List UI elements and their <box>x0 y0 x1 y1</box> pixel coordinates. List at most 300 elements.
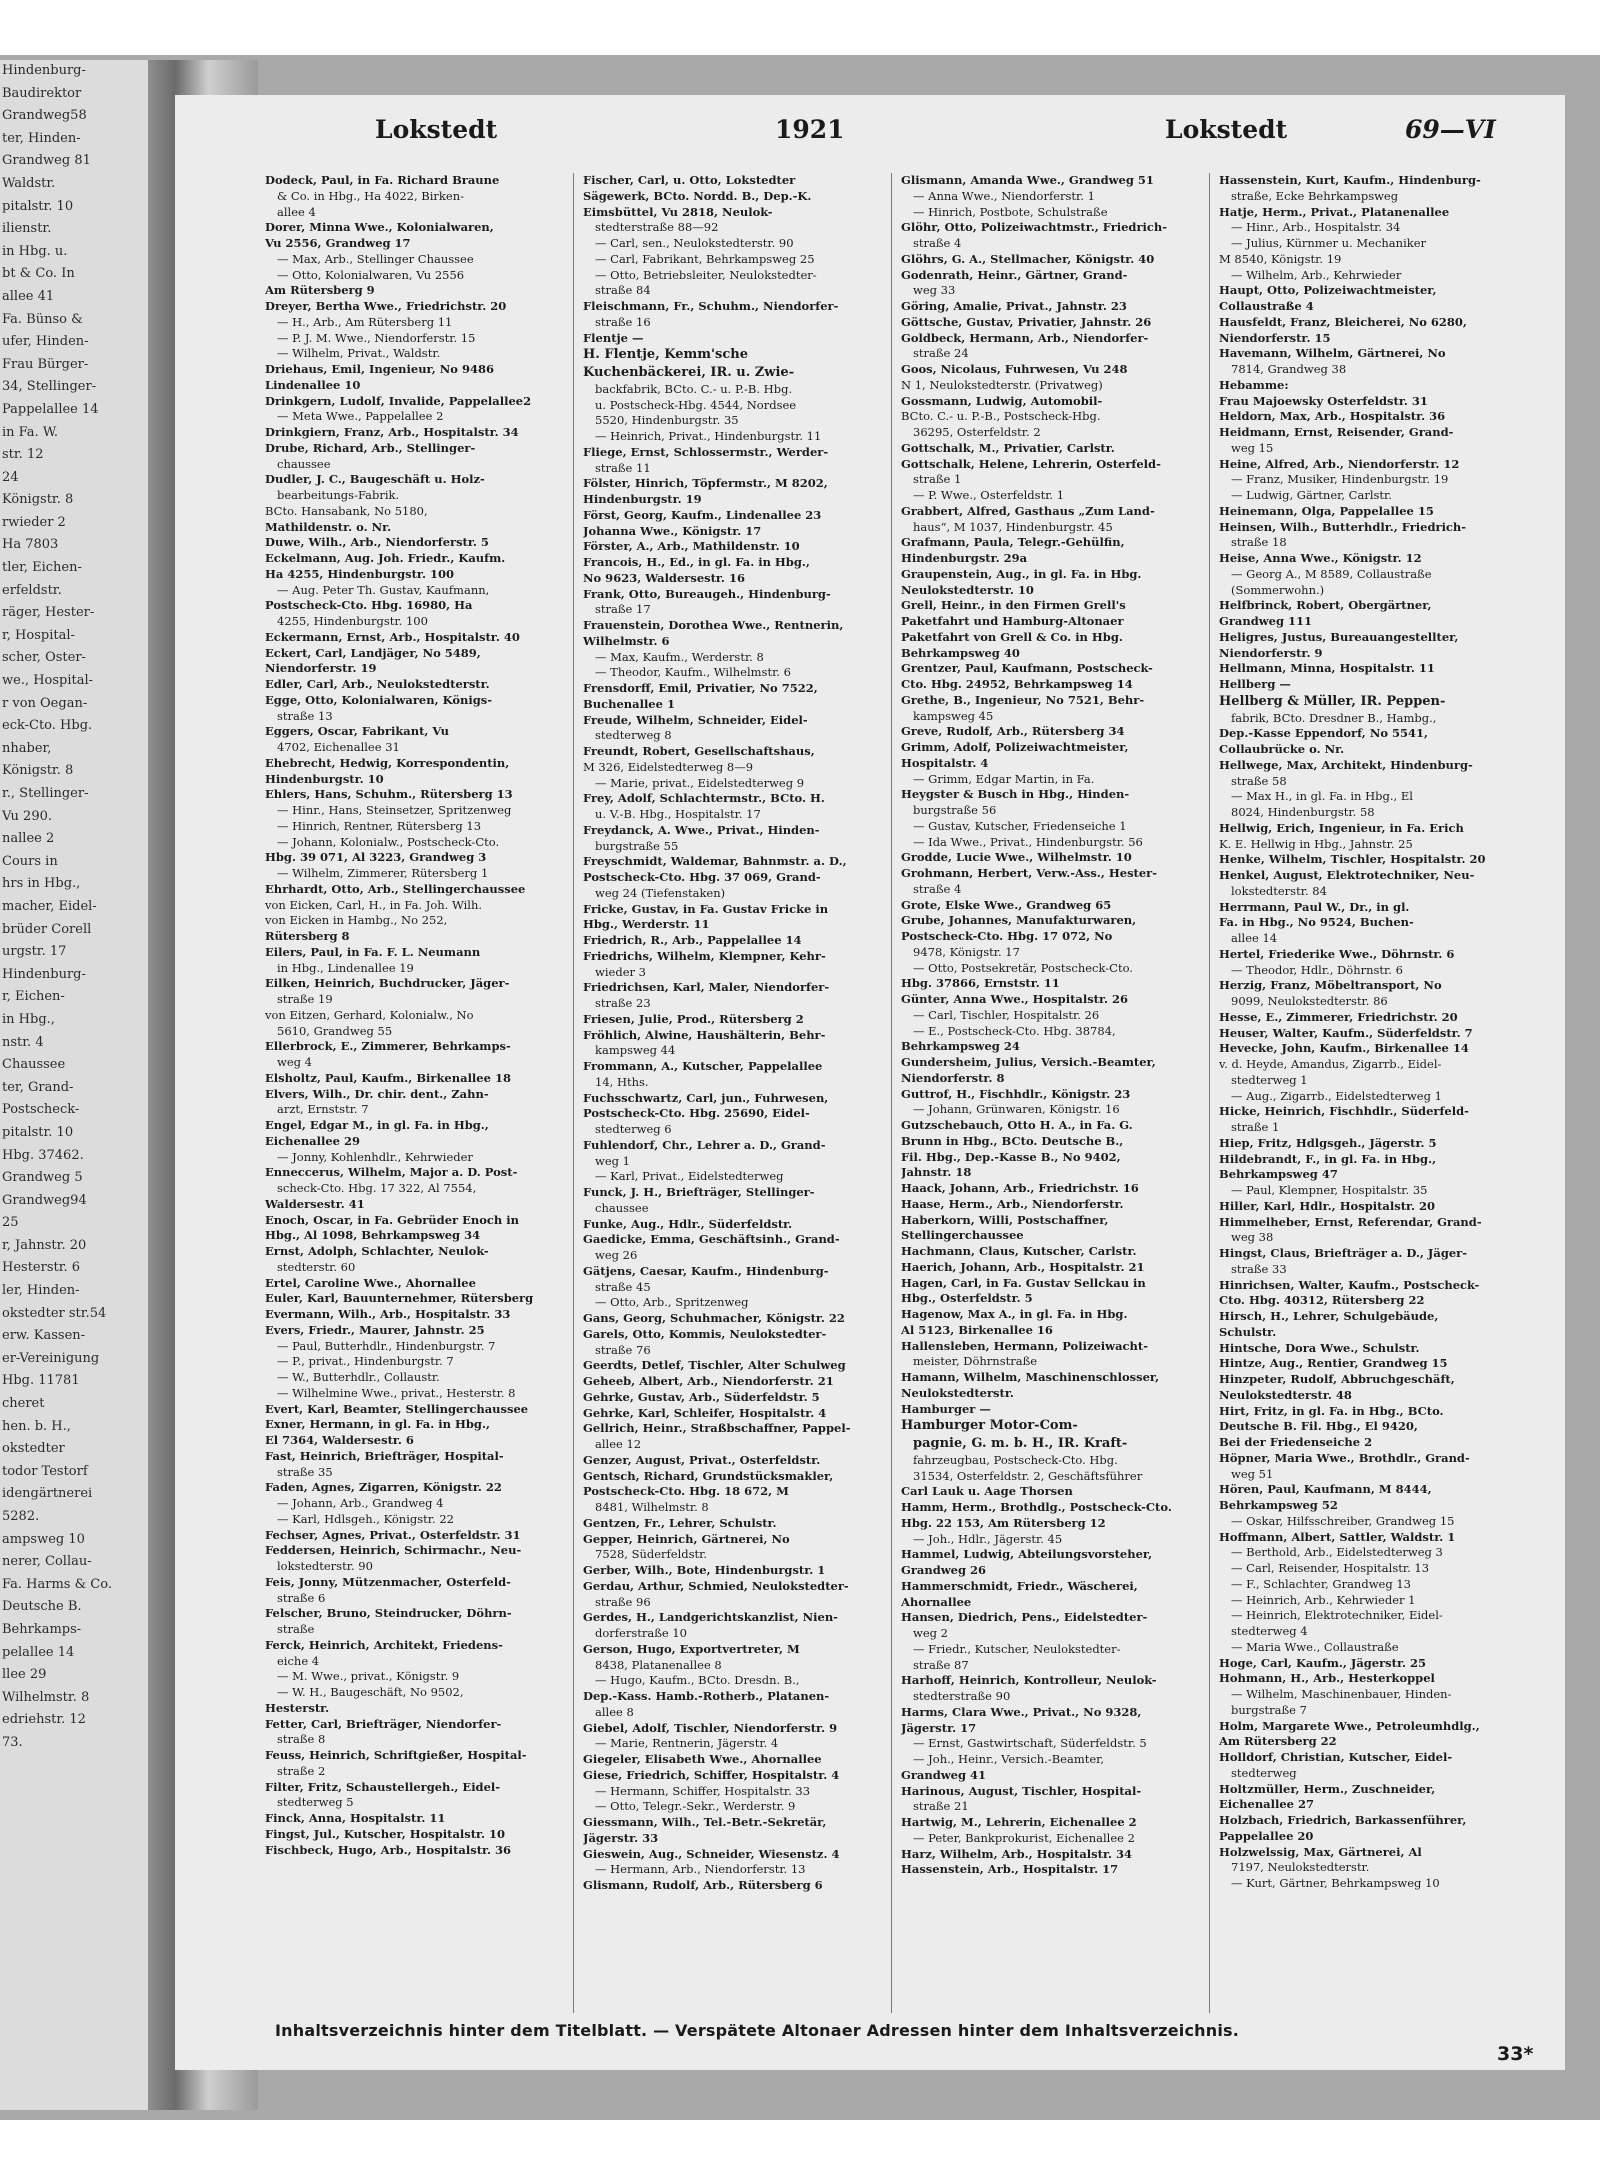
directory-entry-line: Hbg. 39 071, Al 3223, Grandweg 3 <box>265 850 487 865</box>
directory-entry-line: straße 45 <box>595 1279 651 1294</box>
directory-entry-line: arzt, Ernststr. 7 <box>277 1102 369 1117</box>
directory-entry-line: Grote, Elske Wwe., Grandweg 65 <box>901 897 1112 912</box>
directory-entry-line: Haberkorn, Willi, Postschaffner, <box>901 1212 1109 1227</box>
previous-page-line: pitalstr. 10 <box>2 198 74 214</box>
directory-entry-line: stedterweg <box>1231 1765 1297 1780</box>
directory-entry-line: Evert, Karl, Beamter, Stellingerchaussee <box>265 1401 529 1416</box>
directory-entry-line: — Hermann, Schiffer, Hospitalstr. 33 <box>595 1783 811 1798</box>
directory-entry-line: Gehrke, Gustav, Arb., Süderfeldstr. 5 <box>583 1389 820 1404</box>
directory-entry-line: — Otto, Kolonialwaren, Vu 2556 <box>277 267 465 282</box>
previous-page-line: r., Stellinger- <box>2 786 89 801</box>
directory-entry-line: Niendorferstr. 15 <box>1219 330 1331 345</box>
directory-page <box>175 95 1565 2070</box>
directory-entry-line: Mathildenstr. o. Nr. <box>265 519 392 534</box>
directory-entry-line: Behrkampsweg 24 <box>901 1039 1020 1054</box>
directory-entry-line: weg 24 (Tiefenstaken) <box>595 885 726 900</box>
previous-page-line: 73. <box>2 1734 23 1750</box>
directory-entry-line: Fliege, Ernst, Schlossermstr., Werder- <box>583 444 829 459</box>
directory-entry-line: Eckert, Carl, Landjäger, No 5489, <box>265 645 481 660</box>
directory-entry-line: Grimm, Adolf, Polizeiwachtmeister, <box>901 740 1129 754</box>
directory-entry-line: Hellwege, Max, Architekt, Hindenburg- <box>1219 757 1473 772</box>
directory-entry-line: straße 23 <box>595 996 651 1011</box>
directory-entry-line: Neulokstedterstr. 48 <box>1219 1387 1352 1402</box>
directory-entry-line: — Carl, Tischler, Hospitalstr. 26 <box>913 1007 1100 1022</box>
directory-entry-line: Frauenstein, Dorothea Wwe., Rentnerin, <box>583 618 844 633</box>
directory-entry-line: Garels, Otto, Kommis, Neulokstedter- <box>583 1326 827 1341</box>
directory-entry-line: Hingst, Claus, Briefträger a. D., Jäger- <box>1219 1246 1468 1261</box>
previous-page-line: str. 12 <box>2 447 44 463</box>
column-4 <box>1219 173 1519 2013</box>
directory-entry-line: backfabrik, BCto. C.- u. P.-B. Hbg. <box>595 381 793 396</box>
previous-page-line: Behrkamps- <box>2 1621 82 1637</box>
previous-page-line: todor Testorf <box>2 1463 88 1479</box>
directory-entry-line: Grodde, Lucie Wwe., Wilhelmstr. 10 <box>901 850 1132 865</box>
directory-entry-line: — Hinr., Arb., Hospitalstr. 34 <box>1231 220 1401 235</box>
directory-entry-line: Postscheck-Cto. Hbg. 25690, Eidel- <box>583 1106 810 1121</box>
directory-entry-line: von Eitzen, Gerhard, Kolonialw., No <box>265 1007 474 1022</box>
directory-entry-line: Fleischmann, Fr., Schuhm., Niendorfer- <box>583 299 839 313</box>
directory-entry-line: — Hinr., Hans, Steinsetzer, Spritzenweg <box>277 803 512 817</box>
directory-entry-line: Hamburger Motor-Com- <box>901 1418 1078 1434</box>
directory-entry-line: Grandweg 26 <box>901 1563 986 1578</box>
directory-entry-line: stedterstr. 60 <box>277 1259 356 1274</box>
directory-entry-line: Drube, Richard, Arb., Stellinger- <box>265 440 476 455</box>
directory-entry-line: Haack, Johann, Arb., Friedrichstr. 16 <box>901 1181 1139 1195</box>
directory-entry-line: — Max H., in gl. Fa. in Hbg., El <box>1231 789 1413 804</box>
directory-entry-line: Holzwelssig, Max, Gärtnerei, Al <box>1219 1844 1422 1859</box>
directory-entry-line: allee 4 <box>277 204 316 219</box>
directory-entry-line: Finck, Anna, Hospitalstr. 11 <box>265 1811 446 1825</box>
previous-page-line: Wilhelmstr. 8 <box>2 1689 90 1705</box>
directory-entry-line: weg 26 <box>595 1248 638 1263</box>
directory-entry-line: Schulstr. <box>1219 1324 1277 1339</box>
directory-entry-line: Fölster, Hinrich, Töpfermstr., M 8202, <box>583 476 828 491</box>
directory-entry-line: Frau Majoewsky Osterfeldstr. 31 <box>1219 393 1428 408</box>
directory-entry-line: Fil. Hbg., Dep.-Kasse B., No 9402, <box>901 1149 1121 1164</box>
directory-entry-line: Eichenallee 29 <box>265 1133 361 1148</box>
directory-entry-line: 7814, Grandweg 38 <box>1231 362 1347 376</box>
previous-page-line: Chaussee <box>2 1057 66 1073</box>
directory-entry-line: Frensdorff, Emil, Privatier, No 7522, <box>583 681 818 696</box>
directory-entry-line: Gottschalk, Helene, Lehrerin, Osterfeld- <box>901 456 1161 471</box>
directory-entry-line: Göttsche, Gustav, Privatier, Jahnstr. 26 <box>901 314 1152 329</box>
directory-entry-line: Dep.-Kasse Eppendorf, No 5541, <box>1219 726 1429 741</box>
directory-entry-line: 9099, Neulokstedterstr. 86 <box>1231 994 1388 1009</box>
directory-entry-line: — Meta Wwe., Pappelallee 2 <box>277 409 444 424</box>
directory-entry-line: Eilers, Paul, in Fa. F. L. Neumann <box>265 944 481 959</box>
directory-entry-line: lokstedterstr. 90 <box>277 1559 373 1573</box>
directory-entry-line: Gehrke, Karl, Schleifer, Hospitalstr. 4 <box>583 1405 827 1420</box>
directory-entry-line: — Kurt, Gärtner, Behrkampsweg 10 <box>1231 1876 1440 1891</box>
previous-page-line: Deutsche B. <box>2 1599 82 1615</box>
directory-entry-line: burgstraße 55 <box>595 838 679 853</box>
directory-entry-line: u. Postscheck-Hbg. 4544, Nordsee <box>595 397 797 412</box>
directory-entry-line: Havemann, Wilhelm, Gärtnerei, No <box>1219 346 1446 361</box>
directory-entry-line: weg 33 <box>913 283 956 298</box>
directory-entry-line: — Aug., Zigarrb., Eidelstedterweg 1 <box>1231 1088 1442 1103</box>
directory-entry-line: — Jonny, Kohlenhdlr., Kehrwieder <box>277 1149 473 1164</box>
previous-page-line: Hindenburg- <box>2 63 86 78</box>
directory-entry-line: Hicke, Heinrich, Fischhdlr., Süderfeld- <box>1219 1104 1469 1119</box>
directory-entry-line: Evermann, Wilh., Arb., Hospitalstr. 33 <box>265 1307 511 1321</box>
directory-entry-line: Postscheck-Cto. Hbg. 18 672, M <box>583 1484 789 1499</box>
directory-entry-line: straße 96 <box>595 1594 651 1609</box>
directory-entry-line: — Carl, Fabrikant, Behrkampsweg 25 <box>595 251 815 266</box>
directory-entry-line: Hertel, Friederike Wwe., Döhrnstr. 6 <box>1219 946 1455 961</box>
directory-entry-line: Holzbach, Friedrich, Barkassenführer, <box>1219 1813 1467 1828</box>
directory-entry-line: Hellberg — <box>1219 677 1291 691</box>
directory-entry-line: 14, Hths. <box>595 1074 649 1089</box>
directory-entry-line: N 1, Neulokstedterstr. (Privatweg) <box>901 377 1103 392</box>
directory-entry-line: Buchenallee 1 <box>583 696 675 711</box>
previous-page-line: bt & Co. In <box>2 266 75 282</box>
directory-entry-line: stedterweg 1 <box>1231 1072 1308 1087</box>
previous-page-line: 24 <box>2 469 19 485</box>
directory-entry-line: straße 24 <box>913 346 969 361</box>
directory-entry-line: Hansen, Diedrich, Pens., Eidelstedter- <box>901 1610 1148 1625</box>
directory-entry-line: Hatje, Herm., Privat., Platanenallee <box>1219 204 1450 219</box>
directory-entry-line: stedterstraße 90 <box>913 1689 1011 1704</box>
directory-entry-line: weg 51 <box>1231 1466 1274 1481</box>
directory-entry-line: Behrkampsweg 47 <box>1219 1167 1338 1182</box>
directory-entry-line: Hinrichsen, Walter, Kaufm., Postscheck- <box>1219 1277 1480 1292</box>
previous-page-line: idengärtnerei <box>2 1486 93 1502</box>
previous-page-line: nhaber, <box>2 740 52 756</box>
previous-page-line: okstedter <box>2 1441 65 1457</box>
directory-entry-line: straße 11 <box>595 460 651 475</box>
directory-entry-line: Fechser, Agnes, Privat., Osterfeldstr. 31 <box>265 1527 521 1542</box>
directory-entry-line: Herzig, Franz, Möbeltransport, No <box>1219 978 1442 993</box>
directory-entry-line: — Otto, Betriebsleiter, Neulokstedter- <box>595 267 817 282</box>
previous-page-line: pitalstr. 10 <box>2 1124 74 1140</box>
directory-entry-line: Duwe, Wilh., Arb., Niendorferstr. 5 <box>265 535 489 550</box>
directory-entry-line: Postscheck-Cto. Hbg. 37 069, Grand- <box>583 870 821 885</box>
column-1 <box>265 173 565 2013</box>
directory-entry-line: allee 8 <box>595 1704 634 1719</box>
directory-entry-line: fahrzeugbau, Postscheck-Cto. Hbg. <box>913 1452 1118 1467</box>
directory-entry-line: Hbg. 37866, Ernststr. 11 <box>901 976 1060 991</box>
previous-page-line: Königstr. 8 <box>2 492 74 508</box>
directory-entry-line: Jägerstr. 33 <box>583 1830 659 1845</box>
directory-entry-line: Herrmann, Paul W., Dr., in gl. <box>1219 899 1410 914</box>
directory-entry-line: Friedrichsen, Karl, Maler, Niendorfer- <box>583 980 830 995</box>
directory-entry-line: — W. H., Baugeschäft, No 9502, <box>277 1685 464 1699</box>
directory-entry-line: Hintsche, Dora Wwe., Schulstr. <box>1219 1340 1420 1355</box>
previous-page-line: r, Jahnstr. 20 <box>2 1237 87 1253</box>
directory-entry-line: Fetter, Carl, Briefträger, Niendorfer- <box>265 1716 502 1731</box>
directory-entry-line: Hbg., Osterfeldstr. 5 <box>901 1291 1033 1306</box>
directory-entry-line: straße 2 <box>277 1763 326 1778</box>
previous-page-line: in Hbg., <box>2 1011 55 1027</box>
directory-entry-line: straße 76 <box>595 1342 651 1357</box>
directory-entry-line: Ehlers, Hans, Schuhm., Rütersberg 13 <box>265 787 513 802</box>
previous-page-line: macher, Eidel- <box>2 898 97 914</box>
directory-entry-line: straße 17 <box>595 602 651 617</box>
directory-entry-line: allee 12 <box>595 1437 642 1452</box>
directory-entry-line: — Max, Kaufm., Werderstr. 8 <box>595 649 764 664</box>
directory-entry-line: Niendorferstr. 9 <box>1219 645 1323 660</box>
directory-entry-line: Henkel, August, Elektrotechniker, Neu- <box>1219 868 1475 883</box>
previous-page-line: 34, Stellinger- <box>2 379 97 395</box>
previous-page-line: 5282. <box>2 1509 40 1524</box>
directory-entry-line: von Eicken, Carl, H., in Fa. Joh. Wilh. <box>265 897 483 912</box>
directory-entry-line: Hausfeldt, Franz, Bleicherei, No 6280, <box>1219 314 1467 329</box>
directory-entry-line: — Anna Wwe., Niendorferstr. 1 <box>913 188 1095 203</box>
previous-page-line: Fa. Harms & Co. <box>2 1576 112 1592</box>
directory-entry-line: Neulokstedterstr. <box>901 1385 1014 1400</box>
directory-entry-line: — F., Schlachter, Grandweg 13 <box>1231 1576 1411 1591</box>
directory-entry-line: Feis, Jonny, Mützenmacher, Osterfeld- <box>265 1574 511 1589</box>
directory-entry-line: Förster, A., Arb., Mathildenstr. 10 <box>583 539 800 554</box>
directory-entry-line: Elsholtz, Paul, Kaufm., Birkenallee 18 <box>265 1070 511 1085</box>
page-signature: 33* <box>1497 2043 1534 2065</box>
previous-page-line: allee 41 <box>2 288 55 304</box>
directory-entry-line: Grube, Johannes, Manufakturwaren, <box>901 913 1137 928</box>
directory-entry-line: — E., Postscheck-Cto. Hbg. 38784, <box>913 1023 1116 1038</box>
directory-entry-line: straße 21 <box>913 1799 969 1814</box>
directory-entry-line: — P. J. M. Wwe., Niendorferstr. 15 <box>277 330 476 345</box>
previous-page-line: Hbg. 11781 <box>2 1373 80 1389</box>
directory-entry-line: 8438, Platanenallee 8 <box>595 1657 722 1672</box>
directory-entry-line: Grafmann, Paula, Telegr.-Gehülfin, <box>901 535 1125 550</box>
directory-entry-line: Hassenstein, Kurt, Kaufm., Hindenburg- <box>1219 173 1481 187</box>
directory-entry-line: Neulokstedterstr. 10 <box>901 582 1034 597</box>
directory-entry-line: Holldorf, Christian, Kutscher, Eidel- <box>1219 1750 1453 1765</box>
directory-entry-line: — Peter, Bankprokurist, Eichenallee 2 <box>913 1830 1135 1845</box>
previous-page-line: urgstr. 17 <box>2 944 67 960</box>
directory-entry-line: Giessmann, Wilh., Tel.-Betr.-Sekretär, <box>583 1815 827 1830</box>
directory-entry-line: weg 15 <box>1231 440 1274 455</box>
directory-entry-line: Gundersheim, Julius, Versich.-Beamter, <box>901 1055 1156 1069</box>
header-right-place: Lokstedt <box>1165 115 1288 144</box>
directory-entry-line: Haerich, Johann, Arb., Hospitalstr. 21 <box>901 1259 1145 1274</box>
directory-entry-line: Postscheck-Cto. Hbg. 17 072, No <box>901 929 1113 943</box>
header-page-number: 69—VI <box>1405 115 1496 144</box>
directory-entry-line: Postscheck-Cto. Hbg. 16980, Ha <box>265 598 473 613</box>
directory-entry-line: — Franz, Musiker, Hindenburgstr. 19 <box>1231 472 1449 487</box>
directory-entry-line: Hbg., Werderstr. 11 <box>583 917 710 932</box>
directory-entry-line: Hevecke, John, Kaufm., Birkenallee 14 <box>1219 1041 1469 1056</box>
previous-page-line: Königstr. 8 <box>2 763 74 779</box>
previous-page-line: Hesterstr. 6 <box>2 1260 81 1276</box>
directory-entry-line: Hildebrandt, F., in gl. Fa. in Hbg., <box>1219 1151 1437 1166</box>
directory-entry-line: Fingst, Jul., Kutscher, Hospitalstr. 10 <box>265 1826 506 1841</box>
previous-page-line: ampsweg 10 <box>2 1531 85 1547</box>
directory-entry-line: — Gustav, Kutscher, Friedenseiche 1 <box>913 818 1127 833</box>
previous-page-line: pelallee 14 <box>2 1644 75 1660</box>
directory-entry-line: Grethe, B., Ingenieur, No 7521, Behr- <box>901 692 1145 707</box>
previous-page-line: nallee 2 <box>2 831 55 847</box>
directory-entry-line: stedterstraße 88—92 <box>595 220 719 235</box>
directory-entry-line: Glismann, Amanda Wwe., Grandweg 51 <box>901 173 1154 187</box>
directory-entry-line: straße 13 <box>277 708 333 723</box>
directory-entry-line: Godenrath, Heinr., Gärtner, Grand- <box>901 267 1128 282</box>
previous-page-line: ter, Grand- <box>2 1079 74 1095</box>
directory-entry-line: Paketfahrt von Grell & Co. in Hbg. <box>901 629 1123 644</box>
directory-entry-line: Freude, Wilhelm, Schneider, Eidel- <box>583 712 808 727</box>
directory-entry-line: H. Flentje, Kemm'sche <box>583 347 748 363</box>
directory-entry-line: — Marie, Rentnerin, Jägerstr. 4 <box>595 1736 779 1751</box>
directory-entry-line: Hammel, Ludwig, Abteilungsvorsteher, <box>901 1547 1153 1562</box>
directory-entry-line: chaussee <box>277 456 331 471</box>
directory-entry-line: straße 18 <box>1231 535 1287 550</box>
directory-entry-line: BCto. C.- u. P.-B., Postscheck-Hbg. <box>901 409 1101 424</box>
directory-entry-line: Faden, Agnes, Zigarren, Königstr. 22 <box>265 1480 502 1495</box>
directory-entry-line: Giegeler, Elisabeth Wwe., Ahornallee <box>583 1752 822 1767</box>
directory-entry-line: straße 4 <box>913 236 962 250</box>
directory-entry-line: — Otto, Postsekretär, Postscheck-Cto. <box>913 960 1133 975</box>
directory-entry-line: — Karl, Hdlsgeh., Königstr. 22 <box>277 1511 454 1526</box>
directory-entry-line: M 326, Eidelstedterweg 8—9 <box>583 759 754 774</box>
previous-page-line: er-Vereinigung <box>2 1350 100 1366</box>
directory-entry-line: Egge, Otto, Kolonialwaren, Königs- <box>265 692 493 707</box>
directory-entry-line: Gaedicke, Emma, Geschäftsinh., Grand- <box>583 1232 840 1247</box>
directory-entry-line: Hartwig, M., Lehrerin, Eichenallee 2 <box>901 1815 1137 1830</box>
directory-entry-line: — Heinrich, Elektrotechniker, Eidel- <box>1231 1608 1443 1623</box>
directory-entry-line: — Johann, Grünwaren, Königstr. 16 <box>913 1102 1120 1117</box>
directory-entry-line: Brunn in Hbg., BCto. Deutsche B., <box>901 1133 1124 1148</box>
directory-entry-line: Euler, Karl, Bauunternehmer, Rütersberg <box>265 1291 534 1306</box>
directory-entry-line: Eckelmann, Aug. Joh. Friedr., Kaufm. <box>265 551 506 565</box>
directory-entry-line: Glöhr, Otto, Polizeiwachtmstr., Friedrich- <box>901 220 1168 235</box>
directory-entry-line: Bei der Friedenseiche 2 <box>1219 1435 1373 1450</box>
previous-page-line: Hindenburg- <box>2 966 86 982</box>
column-2 <box>583 173 883 2013</box>
directory-entry-line: u. V.-B. Hbg., Hospitalstr. 17 <box>595 807 761 822</box>
directory-entry-line: weg 2 <box>913 1626 948 1641</box>
directory-entry-line: kampsweg 45 <box>913 708 994 723</box>
directory-entry-line: Funck, J. H., Briefträger, Stellinger- <box>583 1185 815 1200</box>
directory-entry-line: Heise, Anna Wwe., Königstr. 12 <box>1219 551 1422 565</box>
previous-page-line: r, Hospital- <box>2 627 75 643</box>
directory-entry-line: Gans, Georg, Schuhmacher, Königstr. 22 <box>583 1311 845 1326</box>
directory-entry-line: Carl Lauk u. Aage Thorsen <box>901 1484 1073 1499</box>
directory-entry-line: Gentsch, Richard, Grundstücksmakler, <box>583 1468 834 1483</box>
directory-entry-line: Collaubrücke o. Nr. <box>1219 742 1345 757</box>
directory-entry-line: Giese, Friedrich, Schiffer, Hospitalstr. 4 <box>583 1767 840 1782</box>
previous-page-line: räger, Hester- <box>2 605 95 621</box>
directory-entry-line: Hören, Paul, Kaufmann, M 8444, <box>1219 1482 1432 1497</box>
column-divider <box>1209 173 1210 2013</box>
previous-page-line: Hbg. 37462. <box>2 1147 84 1163</box>
directory-entry-line: Heinsen, Wilh., Butterhdlr., Friedrich- <box>1219 519 1467 534</box>
directory-entry-line: straße 4 <box>913 881 962 896</box>
directory-entry-line: Eckermann, Ernst, Arb., Hospitalstr. 40 <box>265 629 520 644</box>
directory-entry-line: — P., privat., Hindenburgstr. 7 <box>277 1354 454 1369</box>
previous-page-line: Fa. Bünso & <box>2 311 83 327</box>
directory-entry-line: Gellrich, Heinr., Straßbschaffner, Pappel- <box>583 1421 851 1436</box>
directory-entry-line: Niendorferstr. 19 <box>265 661 377 676</box>
previous-page-line: Vu 290. <box>2 808 53 824</box>
directory-entry-line: Graupenstein, Aug., in gl. Fa. in Hbg. <box>901 566 1142 581</box>
directory-entry-line: (Sommerwohn.) <box>1231 582 1325 597</box>
directory-entry-line: Flentje — <box>583 330 644 345</box>
directory-entry-line: — Paul, Butterhdlr., Hindenburgstr. 7 <box>277 1338 496 1353</box>
directory-entry-line: Al 5123, Birkenallee 16 <box>901 1322 1053 1337</box>
directory-entry-line: Behrkampsweg 40 <box>901 645 1020 660</box>
directory-entry-line: straße 87 <box>913 1657 969 1672</box>
directory-entry-line: Gepper, Heinrich, Gärtnerei, No <box>583 1531 790 1546</box>
directory-entry-line: Hellmann, Minna, Hospitalstr. 11 <box>1219 661 1435 676</box>
directory-entry-line: — Theodor, Hdlr., Döhrnstr. 6 <box>1231 962 1403 977</box>
directory-entry-line: in Hbg., Lindenallee 19 <box>277 960 414 975</box>
directory-entry-line: Ellerbrock, E., Zimmerer, Behrkamps- <box>265 1039 511 1054</box>
directory-entry-line: — Georg A., M 8589, Collaustraße <box>1231 566 1432 581</box>
previous-page-line: Grandweg 81 <box>2 153 91 169</box>
directory-entry-line: Hamm, Herm., Brothdlg., Postscheck-Cto. <box>901 1500 1172 1515</box>
directory-entry-line: Evers, Friedr., Maurer, Jahnstr. 25 <box>265 1322 485 1337</box>
directory-entry-line: — Max, Arb., Stellinger Chaussee <box>277 251 474 266</box>
previous-page-line: Grandweg 5 <box>2 1170 83 1186</box>
directory-entry-line: — Wilhelmine Wwe., privat., Hesterstr. 8 <box>277 1385 516 1400</box>
directory-columns <box>265 173 1525 2013</box>
column-divider <box>573 173 574 2013</box>
directory-entry-line: Dodeck, Paul, in Fa. Richard Braune <box>265 173 500 187</box>
directory-entry-line: — Ida Wwe., Privat., Hindenburgstr. 56 <box>913 834 1143 849</box>
directory-entry-line: — Julius, Kürnmer u. Mechaniker <box>1231 236 1427 250</box>
directory-entry-line: allee 14 <box>1231 931 1278 946</box>
previous-page-line: okstedter str.54 <box>2 1305 107 1321</box>
directory-entry-line: Hospitalstr. 4 <box>901 755 989 770</box>
previous-page-line: eck-Cto. Hbg. <box>2 718 93 734</box>
directory-entry-line: Hindenburgstr. 29a <box>901 551 1028 565</box>
directory-entry-line: Paketfahrt und Hamburg-Altonaer <box>901 614 1124 628</box>
directory-entry-line: Hammerschmidt, Friedr., Wäscherei, <box>901 1578 1138 1593</box>
directory-entry-line: straße 16 <box>595 314 651 329</box>
directory-entry-line: eiche 4 <box>277 1653 320 1668</box>
directory-entry-line: — Oskar, Hilfsschreiber, Grandweg 15 <box>1231 1513 1455 1528</box>
previous-page-line: ufer, Hinden- <box>2 334 89 350</box>
directory-entry-line: straße 19 <box>277 992 333 1006</box>
directory-entry-line: Hiep, Fritz, Hdlgsgeh., Jägerstr. 5 <box>1219 1135 1437 1150</box>
directory-entry-line: Gieswein, Aug., Schneider, Wiesenstz. 4 <box>583 1846 840 1861</box>
page-footer: Inhaltsverzeichnis hinter dem Titelblatt. — Verspätete Altonaer Adressen hinter dem Inhaltsverzeichnis. <box>275 2021 1240 2040</box>
directory-entry-line: Hindenburgstr. 19 <box>583 492 702 507</box>
directory-entry-line: Fröhlich, Alwine, Haushälterin, Behr- <box>583 1027 826 1042</box>
directory-entry-line: Waldersestr. 41 <box>265 1196 365 1211</box>
directory-entry-line: — Joh., Hdlr., Jägerstr. 45 <box>913 1531 1063 1546</box>
directory-entry-line: Fuhlendorf, Chr., Lehrer a. D., Grand- <box>583 1137 826 1152</box>
previous-page-line: scher, Oster- <box>2 650 86 666</box>
directory-entry-line: Hinzpeter, Rudolf, Abbruchgeschäft, <box>1219 1372 1455 1387</box>
directory-entry-line: Günter, Anna Wwe., Hospitalstr. 26 <box>901 992 1128 1006</box>
directory-entry-line: Höpner, Maria Wwe., Brothdlr., Grand- <box>1219 1450 1470 1465</box>
directory-entry-line: Harms, Clara Wwe., Privat., No 9328, <box>901 1704 1142 1719</box>
column-3 <box>901 173 1201 2013</box>
directory-entry-line: Grandweg 111 <box>1219 614 1312 628</box>
directory-entry-line: Geerdts, Detlef, Tischler, Alter Schulweg <box>583 1358 846 1373</box>
directory-entry-line: Am Rütersberg 22 <box>1219 1734 1337 1749</box>
directory-entry-line: Niendorferstr. 8 <box>901 1070 1005 1085</box>
directory-entry-line: Elvers, Wilh., Dr. chir. dent., Zahn- <box>265 1086 489 1101</box>
directory-entry-line: straße 35 <box>277 1464 333 1479</box>
previous-page-line: erw. Kassen- <box>2 1328 86 1344</box>
previous-page-line: rwieder 2 <box>2 514 66 530</box>
directory-entry-line: Heuser, Walter, Kaufm., Süderfeldstr. 7 <box>1219 1025 1473 1040</box>
directory-entry-line: kampsweg 44 <box>595 1043 676 1058</box>
directory-entry-line: Cto. Hbg. 24952, Behrkampsweg 14 <box>901 677 1133 691</box>
directory-entry-line: Grabbert, Alfred, Gasthaus „Zum Land- <box>901 503 1155 518</box>
directory-entry-line: Hirt, Fritz, in gl. Fa. in Hbg., BCto. <box>1219 1403 1444 1418</box>
directory-entry-line: Hamann, Wilhelm, Maschinenschlosser, <box>901 1370 1160 1384</box>
directory-entry-line: — M. Wwe., privat., Königstr. 9 <box>277 1669 460 1684</box>
directory-entry-line: Eichenallee 27 <box>1219 1797 1315 1812</box>
directory-entry-line: Goldbeck, Hermann, Arb., Niendorfer- <box>901 330 1149 345</box>
directory-entry-line: Jägerstr. 17 <box>901 1720 977 1735</box>
directory-entry-line: burgstraße 56 <box>913 803 997 817</box>
directory-entry-line: — Wilhelm, Privat., Waldstr. <box>277 346 441 361</box>
directory-entry-line: Holm, Margarete Wwe., Petroleumhdlg., <box>1219 1718 1480 1733</box>
